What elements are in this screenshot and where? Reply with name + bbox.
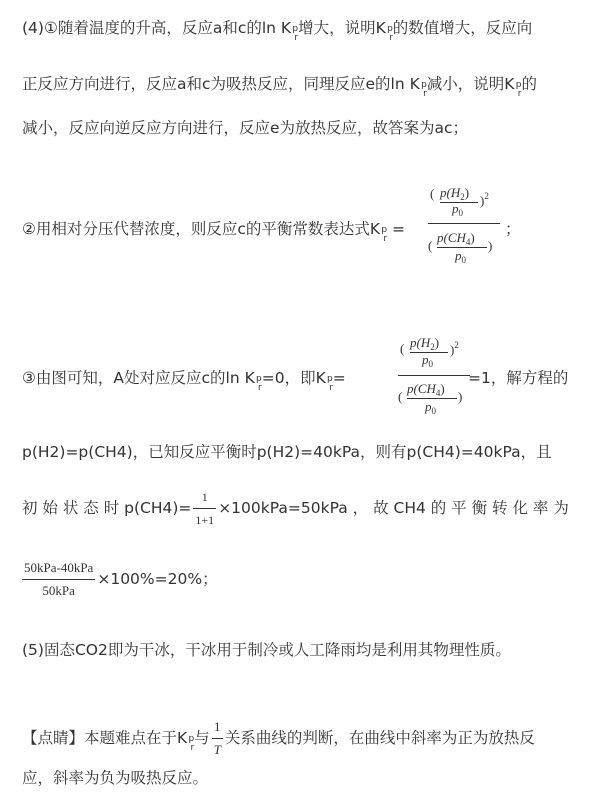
para4-line2-text: 正反应方向进行，反应a和c为吸热反应，同理反应e的ln K <box>22 75 420 93</box>
part2-end: ； <box>505 220 521 238</box>
part3-text: ③由图可知，A处对应反应c的ln K <box>22 369 255 387</box>
frac-main-bar <box>398 375 470 376</box>
para4-line1-text-b: 增大，说明K <box>298 19 386 37</box>
para4-line1-text: (4)①随着温度的升高，反应a和c的ln K <box>22 19 292 37</box>
solution-line2: 初 始 状 态 时 p(CH4)= $\frac{1}{1+1}$ ×100kPa=50kPa ， 故 CH4 的 平 衡 转 化 率 为 <box>22 487 569 530</box>
para4-line1-text-c: 的数值增大，反应向 <box>392 19 533 37</box>
para5-line: (5)固态CO2即为干冰，干冰用于制冷或人工降雨均是利用其物理性质。 <box>22 641 511 659</box>
conversion-fraction: $\frac{\text{50kPa-40kPa}}{\text{50kPa}}$ <box>24 560 94 598</box>
para4-line1: (4)①随着温度的升高，反应a和c的ln K r p 增大，说明K r p 的数值增大，反应向 <box>22 19 533 43</box>
frac-den-open: ( <box>398 389 403 404</box>
para4-line3-text: 减小，反应向逆反应方向进行，反应e为放热反应，故答案为ac； <box>22 119 469 137</box>
frac-numerator: ( <box>430 186 435 201</box>
ratio-fraction: $\frac{1}{1+1}$ <box>195 490 215 527</box>
frac-den-close: ) <box>488 238 493 253</box>
solution-line1: p(H2)=p(CH4)，已知反应平衡时p(H2)=40kPa，则有p(CH4)=40kPa，且 <box>22 443 552 461</box>
frac-num-open: ( <box>400 341 405 356</box>
para4-line2-text-b: 减小，说明K <box>426 75 515 93</box>
frac-num-bottom: $p_0$ <box>452 201 463 218</box>
part3-eq: = <box>332 369 346 387</box>
kp-expression-fraction <box>428 186 500 276</box>
part2-eq: = <box>387 220 406 238</box>
part3-after: =1，解方程的 <box>468 369 569 387</box>
inverse-t-fraction: $\frac{1}{T}$ <box>213 719 221 757</box>
frac-num-top: $p(H_2)$ <box>440 185 470 202</box>
frac-num-bottom: $p_0$ <box>422 352 433 369</box>
part2-text: ②用相对分压代替浓度，则反应c的平衡常数表达式K <box>22 220 381 238</box>
note-line2: 应，斜率为负为吸热反应。 <box>22 769 209 787</box>
note-line1: 【点睛】本题难点在于K r p 与 $\frac{1}{T}$ 关系曲线的判断，在曲线中斜率为正为放热反 <box>22 717 535 760</box>
solution-line3: $\frac{\text{50kPa-40kPa}}{\text{50kPa}}$ ×100%=20%； <box>22 558 218 601</box>
frac-num-close: )$^2$ <box>450 340 459 357</box>
frac-num-top: $p(H_2)$ <box>410 335 440 352</box>
para4-line2: 正反应方向进行，反应a和c为吸热反应，同理反应e的ln K r p 减小，说明K r p 的 <box>22 75 537 99</box>
part3-line: ③由图可知，A处对应反应c的ln K r p =0，即K r p = <box>22 369 346 393</box>
frac-main-bar <box>428 223 500 224</box>
part3-mid: =0，即K <box>261 369 326 387</box>
part2-line: ②用相对分压代替浓度，则反应c的平衡常数表达式K r p = <box>22 220 406 244</box>
para4-line3 <box>22 118 468 138</box>
frac-den-bottom: $p_0$ <box>425 399 436 416</box>
frac-den-close: ) <box>458 389 463 404</box>
frac-den-top: $p(CH_4)$ <box>437 230 475 247</box>
frac-den-bottom: $p_0$ <box>455 248 466 265</box>
frac-den-top: $p(CH_4)$ <box>407 381 445 398</box>
frac-den-open: ( <box>428 238 433 253</box>
frac-num-close: )$^2$ <box>480 191 489 208</box>
para4-line2-text-c: 的 <box>521 75 537 93</box>
kp-equation-fraction <box>398 335 470 425</box>
